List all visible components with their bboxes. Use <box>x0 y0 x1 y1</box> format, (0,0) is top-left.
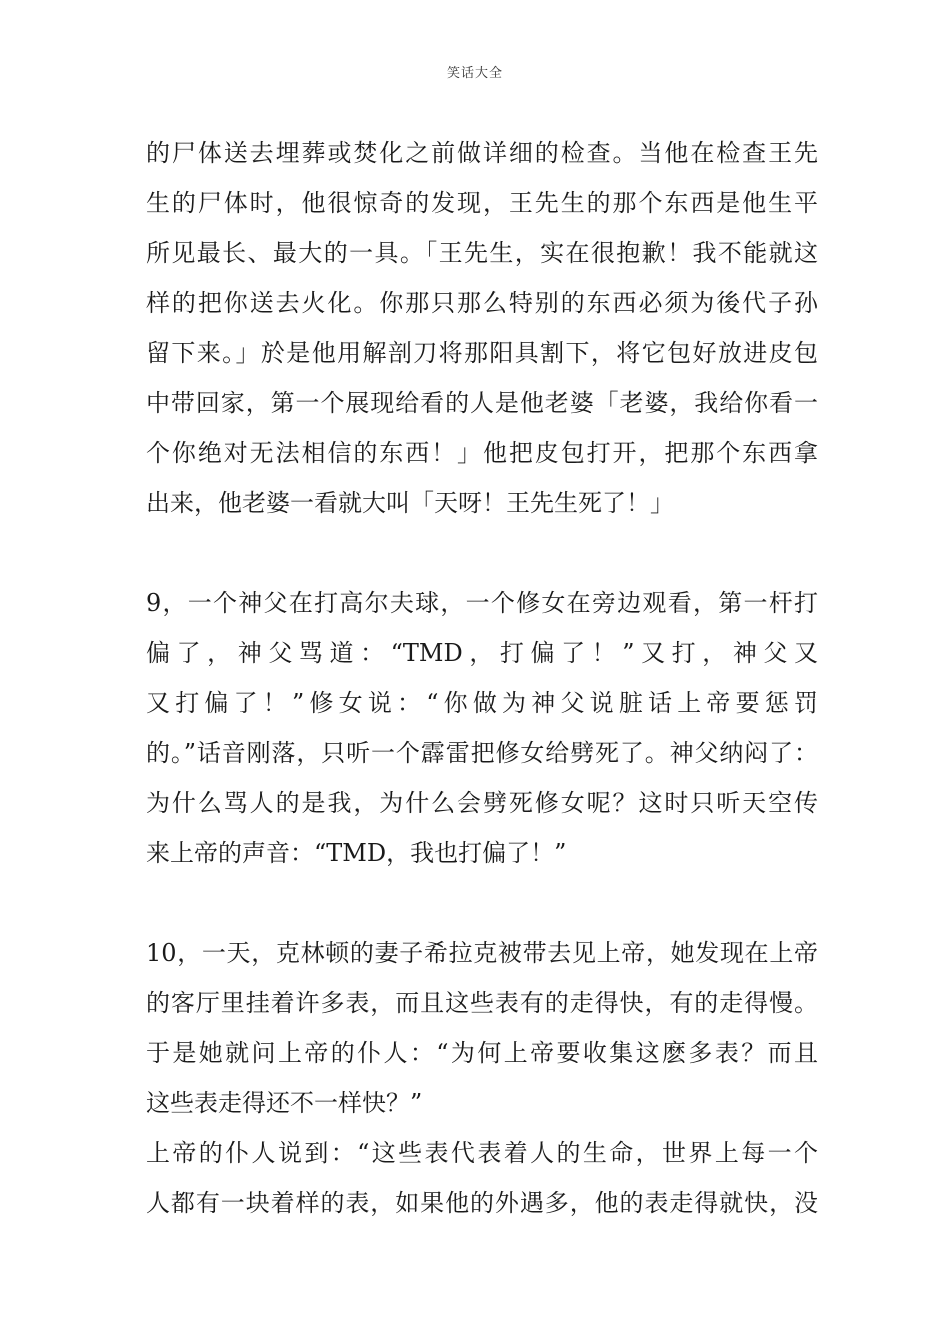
text-line: 个你绝对无法相信的东西！」他把皮包打开，把那个东西拿 <box>146 439 818 467</box>
text-line: 留下来。」於是他用解剖刀将那阳具割下，将它包好放进皮包 <box>146 339 818 367</box>
text-line: 样的把你送去火化。你那只那么特别的东西必须为後代子孙 <box>146 289 818 317</box>
paragraph-spacer <box>146 528 818 578</box>
text-line: 中带回家，第一个展现给看的人是他老婆「老婆，我给你看一 <box>146 389 818 417</box>
text-line: 的客厅里挂着许多表，而且这些表有的走得快，有的走得慢。 <box>146 989 818 1017</box>
paragraph-joke-10 <box>146 928 818 1228</box>
text-line: 这些表走得还不一样快？” <box>146 1089 423 1117</box>
paragraph-joke-9 <box>146 578 818 878</box>
text-line: 为什么骂人的是我，为什么会劈死修女呢？这时只听天空传 <box>146 789 818 817</box>
paragraph-autopsy-story <box>146 128 818 528</box>
text-line: 出来，他老婆一看就大叫「天呀！王先生死了！」 <box>146 489 674 517</box>
page-header-title: 笑话大全 <box>446 66 503 81</box>
text-line: 上帝的仆人说到：“这些表代表着人的生命，世界上每一个 <box>146 1139 818 1167</box>
text-line: 的。”话音刚落，只听一个霹雷把修女给劈死了。神父纳闷了： <box>146 739 818 767</box>
text-line: 于是她就问上帝的仆人：“为何上帝要收集这麽多表？而且 <box>146 1039 818 1067</box>
text-line: 的尸体送去埋葬或焚化之前做详细的检查。当他在检查王先 <box>146 139 818 167</box>
document-body <box>146 128 818 1228</box>
text-line: 生的尸体时，他很惊奇的发现，王先生的那个东西是他生平 <box>146 189 818 217</box>
text-line: 9，一个神父在打高尔夫球，一个修女在旁边观看，第一杆打 <box>146 589 818 617</box>
text-line: 来上帝的声音：“TMD，我也打偏了！” <box>146 839 567 867</box>
paragraph-spacer <box>146 878 818 928</box>
text-line: 又打偏了！”修女说：“你做为神父说脏话上帝要惩罚 <box>146 689 818 717</box>
text-line: 所见最长、最大的一具。「王先生，实在很抱歉！我不能就这 <box>146 239 818 267</box>
text-line: 10，一天，克林顿的妻子希拉克被带去见上帝，她发现在上帝 <box>146 939 818 967</box>
text-line: 偏了，神父骂道：“TMD，打偏了！”又打，神父又 <box>146 639 818 667</box>
text-line: 人都有一块着样的表，如果他的外遇多，他的表走得就快，没 <box>146 1189 818 1217</box>
